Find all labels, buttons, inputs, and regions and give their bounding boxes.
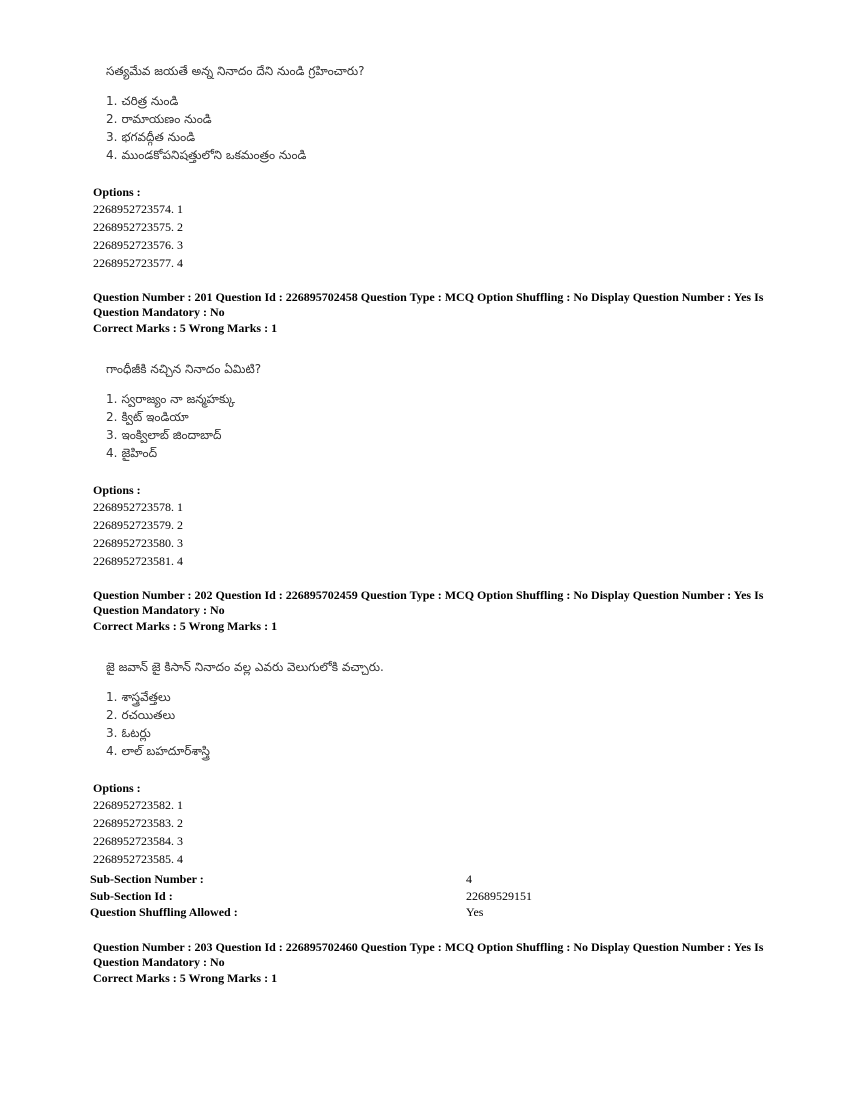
options-list [93,200,183,272]
shuffle-label: Question Shuffling Allowed : [90,905,238,919]
choice-list [106,390,235,462]
choice-item: 4. జైహింద్ [106,446,158,460]
choice-item: 3. భగవద్గీత నుండి [106,130,196,144]
choice-list [106,688,210,760]
question-mandatory: Question Mandatory : No [93,954,225,969]
option-id: 2268952723579. 2 [93,518,183,532]
choice-item: 1. శాస్త్రవేత్తలు [106,690,171,704]
shuffle-value: Yes [466,905,484,919]
question-meta [93,940,773,986]
option-id: 2268952723584. 3 [93,834,183,848]
option-id: 2268952723576. 3 [93,238,183,252]
subsection-number-value: 4 [466,872,472,886]
choice-item: 1. చరిత్ర నుండి [106,94,179,108]
choice-item: 4. లాల్ బహదూర్‌శాస్త్రి [106,744,210,758]
choice-item: 3. ఓటర్లు [106,726,151,740]
question-text: సత్యమేవ జయతే అన్న నినాదం దేని నుండి గ్రహించారు? [106,64,365,78]
options-label: Options : [93,781,141,795]
choice-item: 4. ముండకోపనిషత్తులోని ఒకమంత్రం నుండి [106,148,307,162]
question-mandatory: Question Mandatory : No [93,602,225,617]
question-text: జై జవాన్ జై కిసాన్ నినాదం వల్ల ఎవరు వెలుగులోకి వచ్చారు. [106,660,384,674]
choice-item: 3. ఇంక్విలాబ్ జిందాబాద్ [106,428,222,442]
question-meta [93,290,773,336]
subsection-info [90,871,650,921]
option-id: 2268952723581. 4 [93,554,183,568]
option-id: 2268952723583. 2 [93,816,183,830]
subsection-id-label: Sub-Section Id : [90,888,173,903]
choice-item: 2. రామాయణం నుండి [106,112,212,126]
subsection-number-label: Sub-Section Number : [90,872,204,886]
subsection-id-value: 22689529151 [466,888,532,903]
options-label: Options : [93,185,141,199]
choice-item: 2. రచయితలు [106,708,176,722]
options-label: Options : [93,483,141,497]
question-meta-line: Question Number : 203 Question Id : 226895702460 Question Type : MCQ Option Shuffling : No Display Question Number : Yes Is [93,940,764,954]
question-text: గాంధీజీకి నచ్చిన నినాదం ఏమిటి? [106,362,262,376]
choice-item: 2. క్విట్ ఇండియా [106,410,189,424]
question-marks: Correct Marks : 5 Wrong Marks : 1 [93,321,278,335]
choice-list [106,92,306,164]
question-meta-line: Question Number : 201 Question Id : 226895702458 Question Type : MCQ Option Shuffling : No Display Question Number : Yes Is [93,290,764,304]
question-meta [93,588,773,634]
question-meta-line: Question Number : 202 Question Id : 226895702459 Question Type : MCQ Option Shuffling : No Display Question Number : Yes Is [93,588,764,602]
option-id: 2268952723580. 3 [93,536,183,550]
question-marks: Correct Marks : 5 Wrong Marks : 1 [93,971,278,985]
option-id: 2268952723574. 1 [93,202,183,216]
question-mandatory: Question Mandatory : No [93,304,225,319]
question-marks: Correct Marks : 5 Wrong Marks : 1 [93,619,278,633]
options-list [93,498,183,570]
choice-item: 1. స్వరాజ్యం నా జన్మహక్కు [106,392,235,406]
options-list [93,796,183,868]
option-id: 2268952723577. 4 [93,256,183,270]
option-id: 2268952723582. 1 [93,798,183,812]
option-id: 2268952723578. 1 [93,500,183,514]
option-id: 2268952723585. 4 [93,852,183,866]
option-id: 2268952723575. 2 [93,220,183,234]
